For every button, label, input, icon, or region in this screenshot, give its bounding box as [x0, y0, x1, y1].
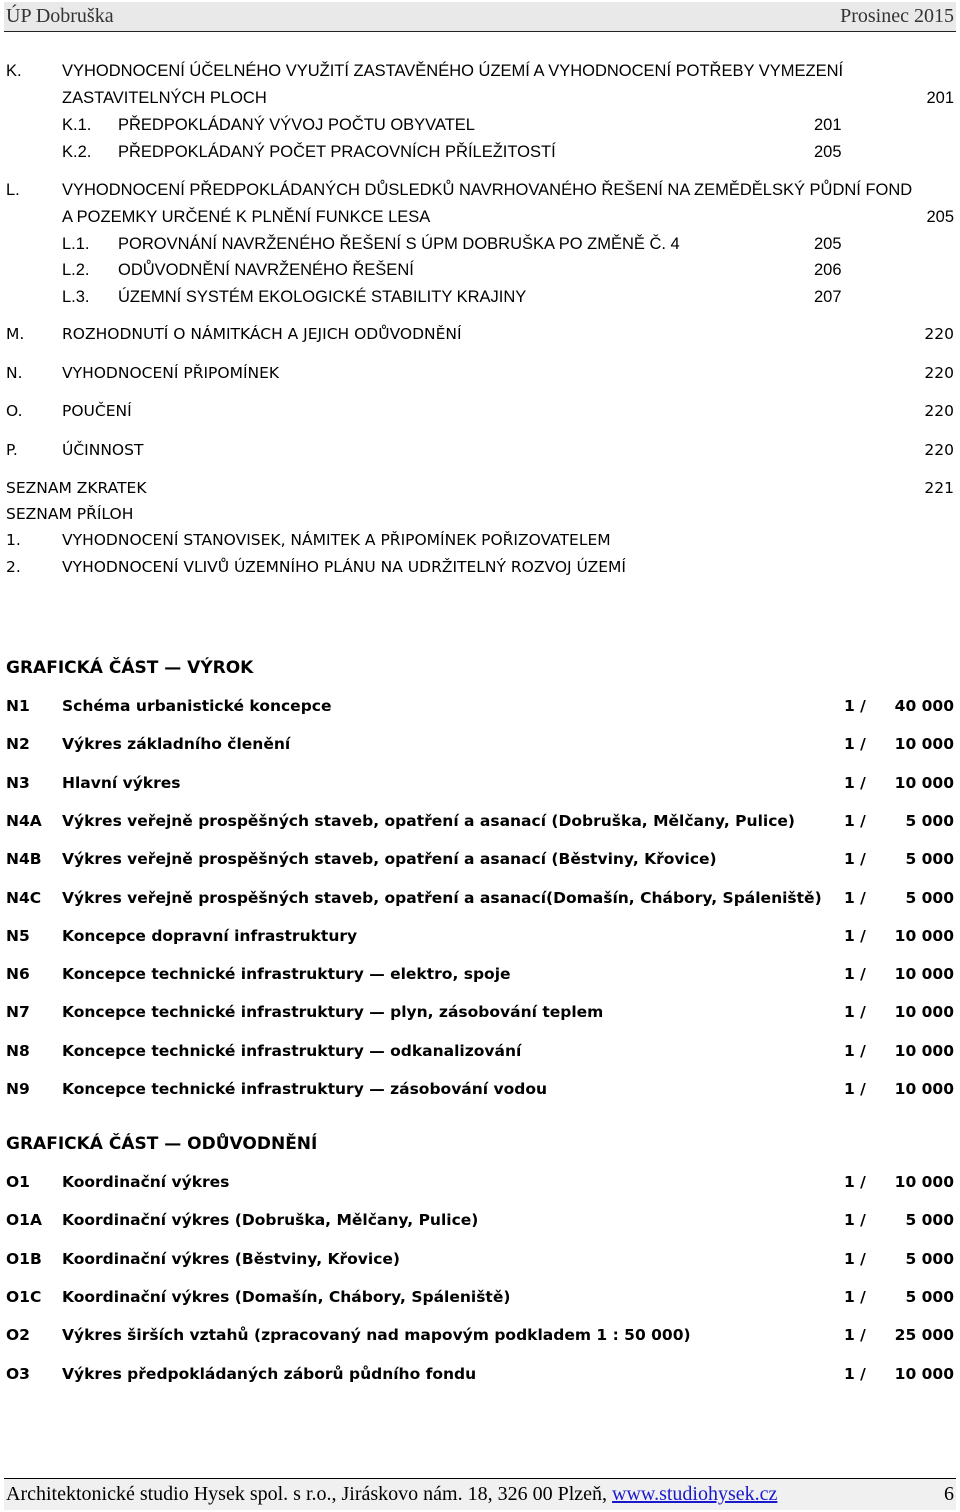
- toc-txt: PŘEDPOKLÁDANÝ POČET PRACOVNÍCH PŘÍLEŽITOSTÍ: [118, 143, 556, 161]
- footer-address: Architektonické studio Hysek spol. s r.o., Jiráskovo nám. 18, 326 00 Plzeň, www.studiohysek.cz: [6, 1483, 778, 1505]
- drawing-scale: 5 000: [905, 850, 954, 869]
- drawing-name: Koncepce technické infrastruktury — plyn, zásobování teplem: [62, 1003, 604, 1022]
- toc-txt: VYHODNOCENÍ VLIVŮ ÚZEMNÍHO PLÁNU NA UDRŽITELNÝ ROZVOJ ÚZEMÍ: [62, 558, 626, 576]
- drawing-one: 1 /: [844, 1211, 866, 1230]
- drawing-one: 1 /: [844, 965, 866, 984]
- toc-txt: ZASTAVITELNÝCH PLOCH: [62, 89, 267, 107]
- toc-lbl: SEZNAM ZKRATEK: [6, 479, 147, 497]
- drawing-name: Výkres širších vztahů (zpracovaný nad mapovým podkladem 1 : 50 000): [62, 1326, 691, 1345]
- toc-pg: 220: [924, 364, 954, 382]
- toc-txt: POROVNÁNÍ NAVRŽENÉHO ŘEŠENÍ S ÚPM DOBRUŠKA PO ZMĚNĚ Č. 4: [118, 235, 680, 253]
- toc-txt: ROZHODNUTÍ O NÁMITKÁCH A JEJICH ODŮVODNĚNÍ: [62, 325, 462, 343]
- drawing-code: O2: [6, 1326, 30, 1345]
- toc-pg: 220: [924, 402, 954, 420]
- drawing-name: Koordinační výkres: [62, 1173, 230, 1191]
- drawing-one: 1 /: [844, 1003, 866, 1022]
- drawing-name: Schéma urbanistické koncepce: [62, 697, 332, 715]
- drawing-one: 1 /: [844, 1080, 866, 1098]
- drawing-code: N9: [6, 1080, 30, 1098]
- toc-lbl: 1.: [6, 531, 21, 549]
- drawing-one: 1 /: [844, 850, 866, 869]
- toc-txt: VYHODNOCENÍ PŘEDPOKLÁDANÝCH DŮSLEDKŮ NAVRHOVANÉHO ŘEŠENÍ NA ZEMĚDĚLSKÝ PŮDNÍ FOND: [62, 181, 913, 199]
- drawing-name: Koordinační výkres (Běstviny, Křovice): [62, 1249, 400, 1268]
- drawing-name: Koordinační výkres (Domašín, Chábory, Spáleniště): [62, 1287, 511, 1306]
- drawing-code: N2: [6, 735, 30, 754]
- drawing-one: 1 /: [844, 926, 866, 945]
- drawing-code: N6: [6, 965, 30, 984]
- page-number: 6: [944, 1483, 954, 1505]
- toc-txt: VYHODNOCENÍ ÚČELNÉHO VYUŽITÍ ZASTAVĚNÉHO ÚZEMÍ A VYHODNOCENÍ POTŘEBY VYMEZENÍ: [62, 62, 844, 80]
- toc-pg: 221: [924, 479, 954, 497]
- justification-title: GRAFICKÁ ČÁST — ODŮVODNĚNÍ: [6, 1134, 318, 1154]
- drawing-scale: 10 000: [894, 1173, 954, 1191]
- drawing-code: N4C: [6, 888, 42, 907]
- drawing-one: 1 /: [844, 1326, 866, 1345]
- drawing-one: 1 /: [844, 1364, 866, 1383]
- drawing-code: O1: [6, 1173, 30, 1191]
- toc-txt: VYHODNOCENÍ PŘIPOMÍNEK: [62, 364, 280, 382]
- toc-lbl: 2.: [6, 558, 21, 576]
- drawing-name: Koncepce technické infrastruktury — elektro, spoje: [62, 965, 511, 984]
- drawing-one: 1 /: [844, 1041, 866, 1060]
- toc-pg: 205: [814, 143, 842, 161]
- toc-lbl: K.2.: [62, 143, 92, 161]
- drawing-code: N1: [6, 697, 30, 715]
- drawing-scale: 10 000: [894, 735, 954, 754]
- drawing-name: Výkres veřejně prospěšných staveb, opatření a asanací(Domašín, Chábory, Spáleniště): [62, 888, 822, 907]
- drawing-name: Výkres veřejně prospěšných staveb, opatření a asanací (Běstviny, Křovice): [62, 850, 717, 869]
- toc-txt: ODŮVODNĚNÍ NAVRŽENÉHO ŘEŠENÍ: [118, 261, 414, 279]
- page-footer: [4, 1478, 956, 1510]
- drawing-code: O1B: [6, 1249, 42, 1268]
- drawing-scale: 10 000: [894, 1364, 954, 1383]
- drawing-code: O1C: [6, 1287, 42, 1306]
- toc-txt: ÚZEMNÍ SYSTÉM EKOLOGICKÉ STABILITY KRAJINY: [118, 288, 527, 306]
- drawing-one: 1 /: [844, 1173, 866, 1191]
- toc-pg: 220: [924, 441, 954, 459]
- drawing-name: Výkres veřejně prospěšných staveb, opatření a asanací (Dobruška, Mělčany, Pulice): [62, 811, 795, 830]
- toc-pg: 201: [926, 89, 954, 107]
- drawing-code: N7: [6, 1003, 30, 1022]
- drawing-name: Výkres předpokládaných záborů půdního fondu: [62, 1364, 477, 1383]
- drawing-scale: 10 000: [894, 1003, 954, 1022]
- drawing-scale: 5 000: [905, 888, 954, 907]
- drawing-code: N3: [6, 773, 30, 792]
- header-date: Prosinec 2015: [840, 5, 954, 27]
- drawing-scale: 5 000: [905, 1249, 954, 1268]
- toc-pg: 201: [814, 116, 842, 134]
- toc-pg: 220: [924, 325, 954, 343]
- drawing-one: 1 /: [844, 1287, 866, 1306]
- drawing-scale: 10 000: [894, 965, 954, 984]
- drawing-scale: 10 000: [894, 1041, 954, 1060]
- drawing-name: Hlavní výkres: [62, 773, 181, 792]
- drawing-scale: 10 000: [894, 773, 954, 792]
- drawing-scale: 5 000: [905, 811, 954, 830]
- toc-txt: PŘEDPOKLÁDANÝ VÝVOJ POČTU OBYVATEL: [118, 116, 475, 134]
- drawing-code: N4B: [6, 850, 42, 869]
- toc-txt: A POZEMKY URČENÉ K PLNĚNÍ FUNKCE LESA: [62, 208, 431, 226]
- toc-txt: ÚČINNOST: [62, 441, 144, 459]
- toc-pg: 207: [814, 288, 842, 306]
- graphic-part-title: GRAFICKÁ ČÁST — VÝROK: [6, 658, 254, 678]
- toc-pg: 205: [926, 208, 954, 226]
- drawing-one: 1 /: [844, 811, 866, 830]
- toc-lbl: P.: [6, 441, 18, 459]
- drawing-name: Koordinační výkres (Dobruška, Mělčany, Pulice): [62, 1211, 479, 1230]
- page-header: [4, 2, 956, 32]
- toc-lbl: N.: [6, 364, 23, 382]
- toc-lbl: L.1.: [62, 235, 90, 253]
- toc-lbl: L.: [6, 181, 20, 199]
- drawing-one: 1 /: [844, 697, 866, 715]
- toc-txt: POUČENÍ: [62, 402, 132, 420]
- drawing-one: 1 /: [844, 888, 866, 907]
- drawing-name: Koncepce technické infrastruktury — odkanalizování: [62, 1041, 522, 1060]
- drawing-name: Koncepce technické infrastruktury — zásobování vodou: [62, 1080, 548, 1098]
- toc-lbl: L.3.: [62, 288, 90, 306]
- toc-lbl: K.1.: [62, 116, 92, 134]
- drawing-code: N4A: [6, 811, 42, 830]
- header-title: ÚP Dobruška: [6, 5, 114, 27]
- drawing-name: Výkres základního členění: [62, 735, 291, 754]
- toc-pg: 205: [814, 235, 842, 253]
- footer-website-link[interactable]: www.studiohysek.cz: [612, 1483, 778, 1505]
- drawing-code: N8: [6, 1041, 30, 1060]
- toc-lbl: L.2.: [62, 261, 90, 279]
- toc-lbl: K.: [6, 62, 22, 80]
- toc-pg: 206: [814, 261, 842, 279]
- drawing-one: 1 /: [844, 735, 866, 754]
- drawing-code: O1A: [6, 1211, 42, 1230]
- drawing-scale: 25 000: [894, 1326, 954, 1345]
- toc-lbl: O.: [6, 402, 23, 420]
- toc-txt: VYHODNOCENÍ STANOVISEK, NÁMITEK A PŘIPOMÍNEK POŘIZOVATELEM: [62, 531, 611, 549]
- drawing-scale: 40 000: [894, 697, 954, 715]
- drawing-one: 1 /: [844, 773, 866, 792]
- drawing-name: Koncepce dopravní infrastruktury: [62, 926, 358, 945]
- drawing-scale: 10 000: [894, 1080, 954, 1098]
- drawing-scale: 10 000: [894, 926, 954, 945]
- drawing-one: 1 /: [844, 1249, 866, 1268]
- toc-lbl: SEZNAM PŘÍLOH: [6, 505, 134, 523]
- drawing-code: N5: [6, 926, 30, 945]
- drawing-code: O3: [6, 1364, 30, 1383]
- toc-lbl: M.: [6, 325, 25, 343]
- drawing-scale: 5 000: [905, 1287, 954, 1306]
- drawing-scale: 5 000: [905, 1211, 954, 1230]
